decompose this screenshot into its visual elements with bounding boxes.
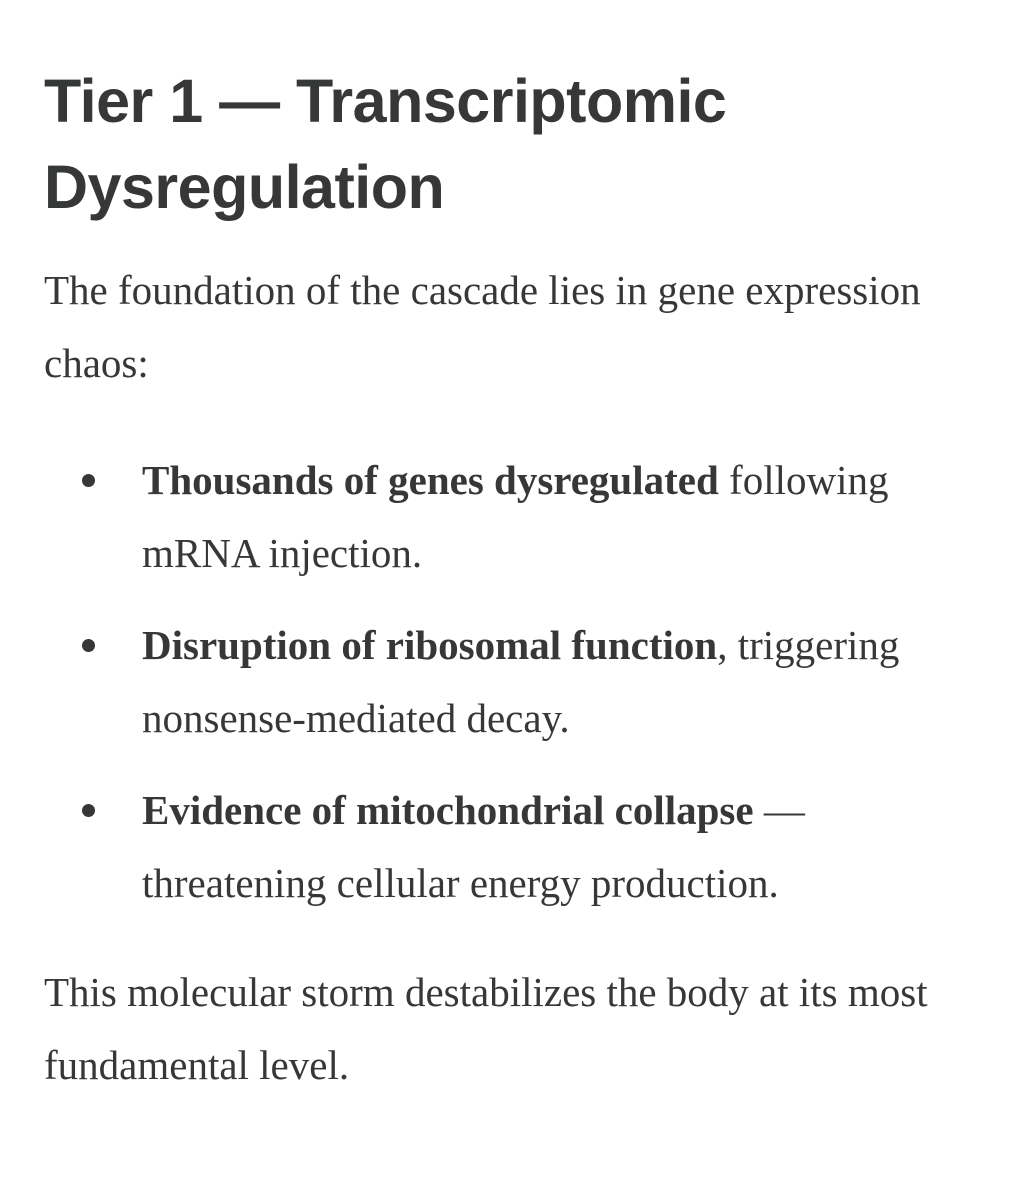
- bullet-dot-icon: [82, 639, 95, 652]
- bullet-bold-text: Thousands of genes dysregulated: [142, 457, 719, 503]
- list-item: [44, 774, 979, 920]
- closing-paragraph: This molecular storm destabilizes the body at its most fundamental level.: [44, 969, 928, 1088]
- bullet-dot-icon: [82, 474, 95, 487]
- bullet-text: , triggering nonsense-mediated decay.: [142, 622, 900, 741]
- bullet-text: — threatening cellular energy production.: [142, 787, 805, 906]
- bullet-dot-icon: [82, 804, 95, 817]
- bullet-list: [44, 444, 979, 920]
- intro-paragraph: The foundation of the cascade lies in gene expression chaos:: [44, 267, 921, 386]
- bullet-bold-text: Disruption of ribosomal function: [142, 622, 718, 668]
- article: [44, 58, 979, 1102]
- list-item: [44, 609, 979, 755]
- bullet-text: following mRNA injection.: [142, 457, 889, 576]
- bullet-bold-text: Evidence of mitochondrial collapse: [142, 787, 754, 833]
- section-heading: Tier 1 — Transcriptomic Dysregulation: [44, 67, 727, 221]
- list-item: [44, 444, 979, 590]
